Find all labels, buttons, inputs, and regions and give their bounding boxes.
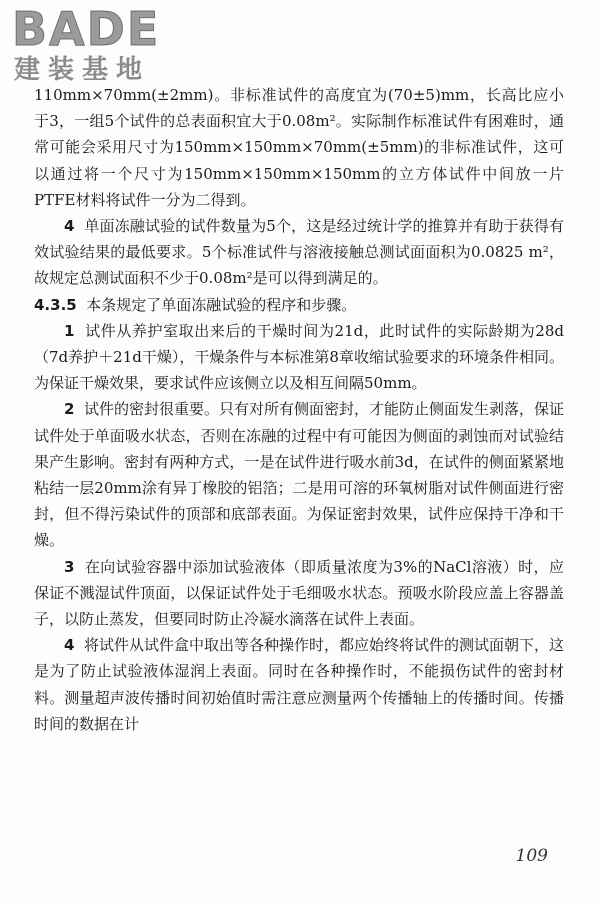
- logo-wordmark: BADE: [12, 2, 161, 56]
- paragraph-text: 试件的密封很重要。只有对所有侧面密封，才能防止侧面发生剥落，保证试件处于单面吸水状态，否则在冻融的过程中有可能因为侧面的剥蚀而对试验结果产生影响。密封有两种方式，一是在试件进行吸水前3d，在试件的侧面紧紧地粘结一层20mm涂有异丁橡胶的铝箔；二是用可溶的环氧树脂对试件侧面进行密封，但不得污染试件的顶部和底部表面。为保证密封效果，试件应保持干净和干燥。: [34, 400, 564, 550]
- clause-number: 4.3.5: [34, 295, 77, 314]
- clause-heading-4-3-5: [34, 292, 564, 318]
- paragraph-item-4: [34, 213, 564, 292]
- logo-subtitle: 建装基地: [14, 55, 151, 85]
- item-number: 2: [64, 400, 75, 419]
- paragraph-continued: [34, 82, 564, 213]
- page-number: 109: [515, 846, 548, 866]
- body-text: [34, 82, 564, 737]
- paragraph-item-2: [34, 396, 564, 553]
- item-number: 1: [64, 321, 75, 340]
- item-number: 4: [64, 636, 75, 655]
- paragraph-item-4b: [34, 632, 564, 737]
- paragraph-text: 110mm×70mm(±2mm)。非标准试件的高度宜为(70±5)mm，长高比应小于3，一组5个试件的总表面积宜大于0.08m²。实际制作标准试件有困难时，通常可能会采用尺寸为150mm×150mm×70mm(±5mm)的非标准试件，这可以通过将一个尺寸为150mm×150mm×150mm的立方体试件中间放一片PTFE材料将试件一分为二得到。: [34, 86, 564, 209]
- item-number: 3: [64, 557, 75, 576]
- paragraph-item-1: [34, 318, 564, 397]
- paragraph-text: 将试件从试件盒中取出等各种操作时，都应始终将试件的测试面朝下，这是为了防止试验液体湿润上表面。同时在各种操作时，不能损伤试件的密封材料。测量超声波传播时间初始值时需注意应测量两个传播轴上的传播时间。传播时间的数据在计: [34, 636, 564, 733]
- paragraph-text: 试件从养护室取出来后的干燥时间为21d，此时试件的实际龄期为28d（7d养护＋21d干燥），干燥条件与本标准第8章收缩试验要求的环境条件相同。为保证干燥效果，要求试件应该侧立以及相互间隔50mm。: [34, 321, 564, 393]
- bade-logo: [12, 2, 182, 86]
- paragraph-text: 单面冻融试验的试件数量为5个，这是经过统计学的推算并有助于获得有效试验结果的最低要求。5个标准试件与溶液接触总测试面面积为0.0825 m²，故规定总测试面积不少于0.08m²是可以得到满足的。: [34, 217, 564, 288]
- item-number: 4: [64, 217, 75, 236]
- paragraph-item-3: [34, 554, 564, 633]
- paragraph-text: 本条规定了单面冻融试验的程序和步骤。: [86, 295, 357, 314]
- paragraph-text: 在向试验容器中添加试验液体（即质量浓度为3%的NaCl溶液）时，应保证不溅湿试件顶面，以保证试件处于毛细吸水状态。预吸水阶段应盖上容器盖子，以防止蒸发，但要同时防止冷凝水滴落在试件上表面。: [34, 557, 564, 629]
